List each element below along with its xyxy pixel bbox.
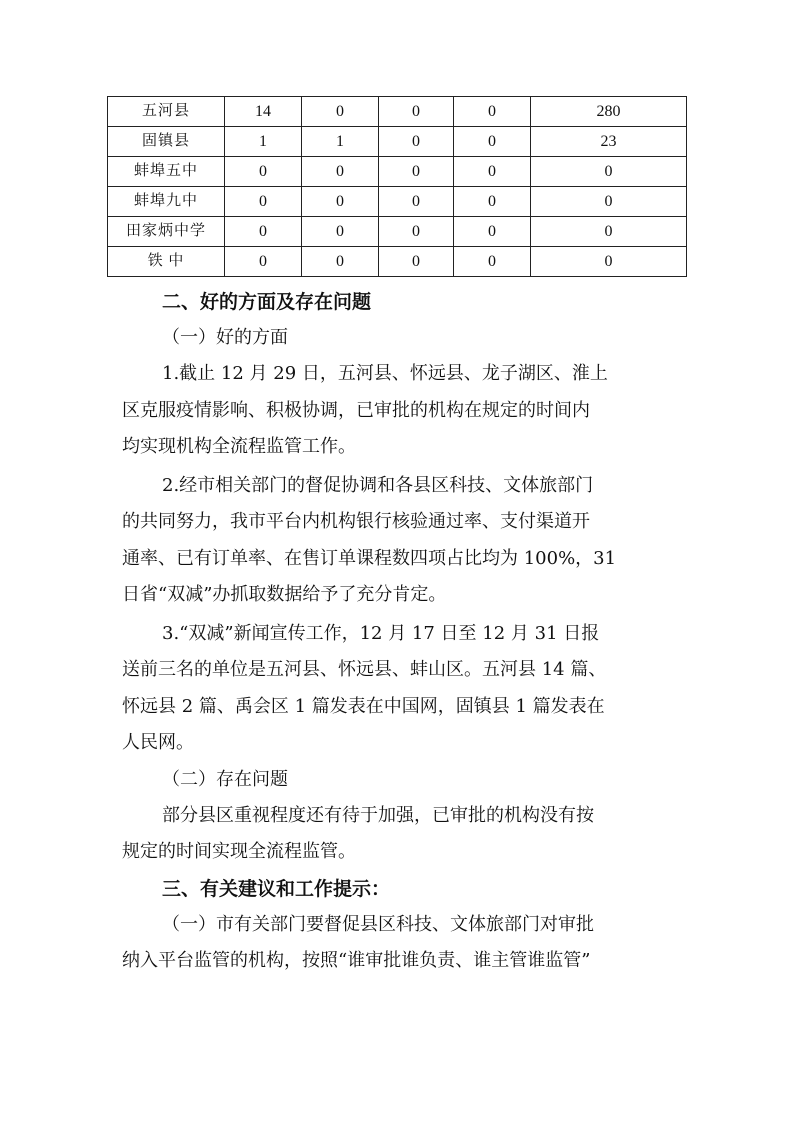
table-cell: 0 [225,217,302,247]
paragraph-line: 纳入平台监管的机构，按照“谁审批谁负责、谁主管谁监管” [122,950,591,971]
table-cell: 0 [225,187,302,217]
table-cell: 1 [225,127,302,157]
table-cell: 0 [454,217,531,247]
table-cell: 0 [302,247,379,277]
table-cell-unit: 田家炳中学 [108,217,225,247]
subsection-heading-good: （一）好的方面 [162,327,288,348]
table-cell: 0 [531,247,687,277]
paragraph-line: 的共同努力，我市平台内机构银行核验通过率、支付渠道开 [122,511,590,532]
paragraph-line: 人民网。 [122,732,194,753]
table-cell: 1 [302,127,379,157]
table-cell: 0 [531,157,687,187]
paragraph-line: 区克服疫情影响、积极协调，已审批的机构在规定的时间内 [122,399,590,421]
section-heading-good-and-problems: 二、好的方面及存在问题 [162,291,372,313]
table-cell-unit: 固镇县 [108,127,225,157]
table-row [108,127,687,157]
table-cell: 0 [379,97,454,127]
table-row [108,247,687,277]
table-cell-unit: 五河县 [108,97,225,127]
table-cell: 0 [379,187,454,217]
paragraph-problems [122,798,674,871]
table-cell: 0 [379,247,454,277]
paragraph-line: 送前三名的单位是五河县、怀远县、蚌山区。五河县 14 篇、 [122,659,607,680]
table-row [108,157,687,187]
paragraph-line: 部分县区重视程度还有待于加强，已审批的机构没有按 [162,804,594,826]
paragraph-line: 规定的时间实现全流程监管。 [122,841,356,862]
paragraph-line: （一）市有关部门要督促县区科技、文体旅部门对审批 [162,913,594,935]
document-body [122,284,674,980]
table-row [108,97,687,127]
table-cell: 0 [225,157,302,187]
table-cell: 0 [454,187,531,217]
table-row [108,217,687,247]
table-cell: 0 [302,157,379,187]
table-cell-unit: 铁 中 [108,247,225,277]
section-heading-suggestions: 三、有关建议和工作提示： [162,877,391,900]
table-cell: 0 [379,127,454,157]
table-cell: 0 [379,157,454,187]
paragraph-line: 通率、已有订单率、在售订单课程数四项占比均为 100%，31 [122,547,617,569]
paragraph-line: 均实现机构全流程监管工作。 [122,436,356,457]
paragraph-news-publicity [122,616,674,762]
table-row [108,187,687,217]
table-cell: 0 [379,217,454,247]
table-cell: 23 [531,127,687,157]
table-cell: 14 [225,97,302,127]
paragraph-suggestion-1 [122,907,674,980]
paragraph-line: 1.截止 12 月 29 日，五河县、怀远县、龙子湖区、淮上 [162,363,608,384]
table-cell: 0 [302,187,379,217]
table-cell-unit: 蚌埠九中 [108,187,225,217]
paragraph-supervision-progress [122,356,674,466]
table-cell-unit: 蚌埠五中 [108,157,225,187]
paragraph-platform-rates [122,468,674,614]
table-cell: 0 [225,247,302,277]
paragraph-line: 日省“双减”办抓取数据给予了充分肯定。 [122,584,447,605]
subsection-heading-problems: （二）存在问题 [162,768,288,790]
paragraph-line: 2.经市相关部门的督促协调和各县区科技、文体旅部门 [162,474,594,496]
table-cell: 0 [531,217,687,247]
table-cell: 0 [302,217,379,247]
table-cell: 0 [302,97,379,127]
table-cell: 0 [531,187,687,217]
table-cell: 0 [454,97,531,127]
statistics-table [107,96,687,277]
table-cell: 0 [454,127,531,157]
paragraph-line: 3.“双减”新闻宣传工作，12 月 17 日至 12 月 31 日报 [162,622,600,644]
table-cell: 0 [454,247,531,277]
paragraph-line: 怀远县 2 篇、禹会区 1 篇发表在中国网，固镇县 1 篇发表在 [122,695,605,717]
table-cell: 0 [454,157,531,187]
table-cell: 280 [531,97,687,127]
